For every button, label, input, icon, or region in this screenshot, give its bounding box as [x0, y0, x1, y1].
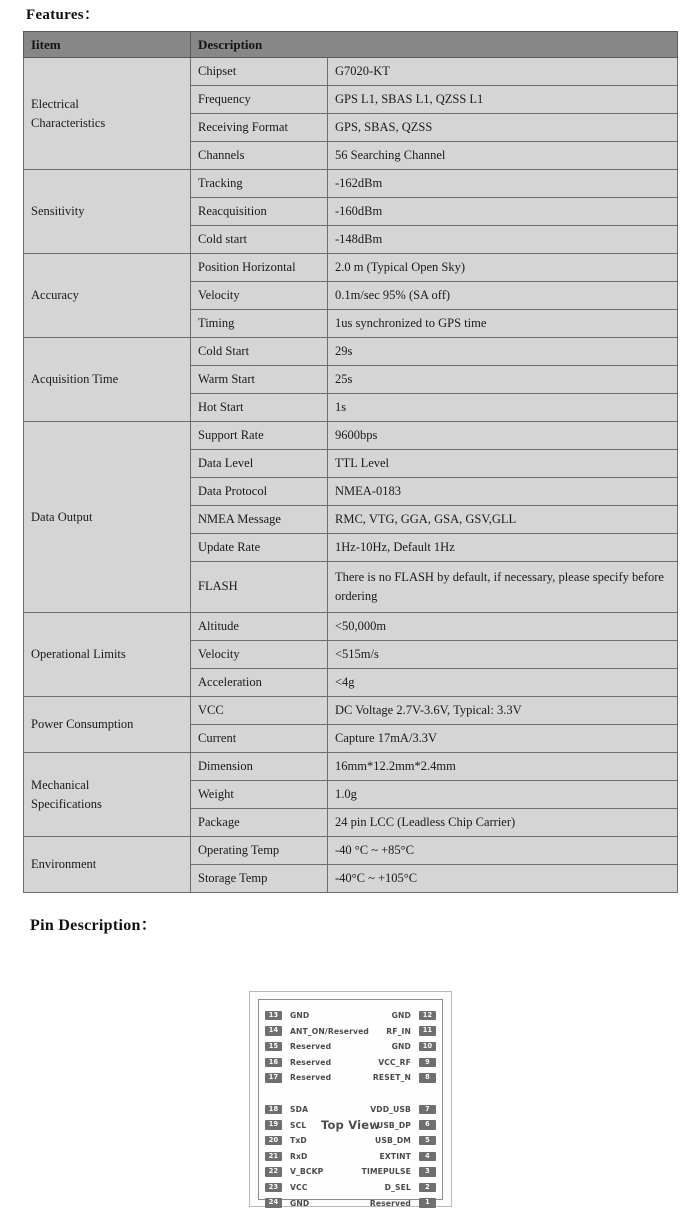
pin-diagram [249, 991, 452, 1207]
pin-row [362, 1166, 436, 1177]
pin-row [265, 1104, 308, 1115]
pin-row [265, 1135, 307, 1146]
features-spec-table [23, 31, 678, 893]
pin-number: 21 [265, 1152, 282, 1162]
pin-row [265, 1072, 331, 1083]
pin-number: 1 [419, 1198, 436, 1208]
spec-item-value: RMC, VTG, GGA, GSA, GSV,GLL [328, 506, 678, 534]
pin-number: 12 [419, 1011, 436, 1021]
spec-item-name: Chipset [191, 58, 328, 86]
pin-number: 11 [419, 1026, 436, 1036]
pin-row [370, 1198, 436, 1209]
spec-table-header-row [24, 32, 678, 58]
spec-item-name: Current [191, 725, 328, 753]
pin-row [265, 1198, 309, 1209]
table-row [24, 837, 678, 865]
pin-label: VCC_RF [378, 1057, 411, 1067]
pin-number: 17 [265, 1073, 282, 1083]
spec-item-value: <515m/s [328, 641, 678, 669]
spec-item-name: Timing [191, 310, 328, 338]
spec-item-value: 1.0g [328, 781, 678, 809]
pin-label: USB_DP [377, 1120, 411, 1130]
spec-item-name: Dimension [191, 753, 328, 781]
pin-row [378, 1057, 436, 1068]
pin-number: 24 [265, 1198, 282, 1208]
table-row [24, 58, 678, 86]
pin-label: Reserved [290, 1073, 332, 1083]
spec-item-name: Package [191, 809, 328, 837]
spec-item-value: 1us synchronized to GPS time [328, 310, 678, 338]
pin-number: 9 [419, 1058, 436, 1068]
table-row [24, 254, 678, 282]
pin-row [392, 1041, 436, 1052]
spec-item-name: Cold start [191, 226, 328, 254]
spec-item-value: 1s [328, 394, 678, 422]
spec-group-name: Data Output [24, 422, 191, 613]
pin-diagram-top-view-label: Top View [320, 1118, 381, 1132]
table-row [24, 170, 678, 198]
spec-item-name: FLASH [191, 562, 328, 613]
spec-item-value: <50,000m [328, 613, 678, 641]
pin-label: USB_DM [375, 1136, 411, 1146]
pin-row [377, 1120, 436, 1131]
pin-label: RESET_N [372, 1073, 411, 1083]
pin-number: 8 [419, 1073, 436, 1083]
pin-row [370, 1104, 436, 1115]
pin-number: 7 [419, 1105, 436, 1115]
spec-group-name: Power Consumption [24, 697, 191, 753]
spec-item-value: <4g [328, 669, 678, 697]
table-row [24, 613, 678, 641]
column-header-description: Description [191, 32, 678, 58]
spec-group-name: Sensitivity [24, 170, 191, 254]
pin-row [265, 1151, 308, 1162]
spec-item-value: 24 pin LCC (Leadless Chip Carrier) [328, 809, 678, 837]
column-header-item: Iitem [24, 32, 191, 58]
pin-row [265, 1026, 369, 1037]
spec-item-value: Capture 17mA/3.3V [328, 725, 678, 753]
spec-group-name: Accuracy [24, 254, 191, 338]
spec-item-name: Support Rate [191, 422, 328, 450]
pin-label: Reserved [290, 1057, 332, 1067]
spec-item-name: Weight [191, 781, 328, 809]
pin-label: GND [290, 1011, 310, 1020]
pin-label: VCC [290, 1183, 308, 1192]
spec-item-value: 56 Searching Channel [328, 142, 678, 170]
pin-number: 6 [419, 1120, 436, 1130]
pin-label: D_SEL [384, 1183, 411, 1192]
pin-row [265, 1166, 323, 1177]
spec-item-value: GPS, SBAS, QZSS [328, 114, 678, 142]
pin-number: 14 [265, 1026, 282, 1036]
spec-item-value: -40°C ~ +105°C [328, 865, 678, 893]
spec-item-value: NMEA-0183 [328, 478, 678, 506]
pin-row [265, 1057, 331, 1068]
pin-label: TxD [290, 1136, 307, 1146]
spec-group-name: Environment [24, 837, 191, 893]
pin-label: SDA [290, 1105, 309, 1114]
spec-item-name: NMEA Message [191, 506, 328, 534]
spec-item-value: There is no FLASH by default, if necessary, please specify before ordering [328, 562, 678, 613]
pin-number: 5 [419, 1136, 436, 1146]
pin-number: 22 [265, 1167, 282, 1177]
pin-row [385, 1182, 436, 1193]
pin-label: ANT_ON/Reserved [290, 1026, 369, 1036]
spec-item-name: Data Protocol [191, 478, 328, 506]
pin-row [375, 1135, 436, 1146]
spec-item-name: Hot Start [191, 394, 328, 422]
spec-group-name: Mechanical Specifications [24, 753, 191, 837]
spec-item-value: 9600bps [328, 422, 678, 450]
pin-label: GND [391, 1011, 411, 1020]
features-heading: Features： [26, 7, 100, 23]
pin-number: 10 [419, 1042, 436, 1052]
pin-label: Reserved [290, 1042, 332, 1052]
pin-label: TIMEPULSE [361, 1167, 411, 1177]
pin-number: 23 [265, 1183, 282, 1193]
pin-number: 16 [265, 1058, 282, 1068]
pin-row [265, 1182, 307, 1193]
spec-item-value: 1Hz-10Hz, Default 1Hz [328, 534, 678, 562]
pin-label: EXTINT [379, 1151, 411, 1161]
spec-item-name: Channels [191, 142, 328, 170]
pin-label: GND [391, 1042, 411, 1052]
spec-item-name: Position Horizontal [191, 254, 328, 282]
pin-row [392, 1010, 436, 1021]
spec-item-name: Storage Temp [191, 865, 328, 893]
spec-item-value: 25s [328, 366, 678, 394]
spec-item-value: GPS L1, SBAS L1, QZSS L1 [328, 86, 678, 114]
pin-number: 13 [265, 1011, 282, 1021]
pin-label: SCL [290, 1120, 307, 1130]
spec-item-value: TTL Level [328, 450, 678, 478]
spec-item-value: 2.0 m (Typical Open Sky) [328, 254, 678, 282]
table-row [24, 338, 678, 366]
spec-item-value: -160dBm [328, 198, 678, 226]
spec-item-value: -162dBm [328, 170, 678, 198]
spec-group-name: Operational Limits [24, 613, 191, 697]
table-row [24, 753, 678, 781]
spec-item-name: Reacquisition [191, 198, 328, 226]
spec-item-value: 29s [328, 338, 678, 366]
pin-row [386, 1026, 436, 1037]
pin-row [380, 1151, 436, 1162]
pin-row [265, 1041, 331, 1052]
spec-item-value: 16mm*12.2mm*2.4mm [328, 753, 678, 781]
pin-row [265, 1010, 309, 1021]
spec-table-head [24, 32, 678, 58]
spec-item-name: Tracking [191, 170, 328, 198]
spec-item-name: Velocity [191, 641, 328, 669]
pin-number: 4 [419, 1152, 436, 1162]
pin-label: Reserved [369, 1198, 411, 1208]
spec-item-value: -148dBm [328, 226, 678, 254]
pin-description-heading: Pin Description： [30, 917, 158, 934]
spec-item-name: Update Rate [191, 534, 328, 562]
spec-item-name: Cold Start [191, 338, 328, 366]
pin-diagram-chip-outline [258, 999, 443, 1208]
spec-item-name: Acceleration [191, 669, 328, 697]
spec-group-name: Acquisition Time [24, 338, 191, 422]
spec-item-name: Receiving Format [191, 114, 328, 142]
table-row [24, 697, 678, 725]
spec-item-value: G7020-KT [328, 58, 678, 86]
pin-row [373, 1072, 436, 1083]
pin-number: 19 [265, 1120, 282, 1130]
pin-number: 2 [419, 1183, 436, 1193]
spec-item-name: Warm Start [191, 366, 328, 394]
pin-number: 3 [419, 1167, 436, 1177]
pin-label: GND [290, 1198, 310, 1208]
spec-item-value: 0.1m/sec 95% (SA off) [328, 282, 678, 310]
pin-label: RxD [290, 1151, 308, 1161]
spec-item-name: Velocity [191, 282, 328, 310]
pin-label: RF_IN [386, 1026, 411, 1036]
spec-item-name: Frequency [191, 86, 328, 114]
pin-number: 15 [265, 1042, 282, 1052]
pin-label: V_BCKP [290, 1167, 324, 1177]
table-row [24, 422, 678, 450]
spec-table-body [24, 58, 678, 893]
spec-item-name: Altitude [191, 613, 328, 641]
pin-row [265, 1120, 306, 1131]
spec-item-value: -40 °C ~ +85°C [328, 837, 678, 865]
pin-label: VDD_USB [370, 1105, 411, 1114]
spec-item-name: Data Level [191, 450, 328, 478]
spec-item-name: Operating Temp [191, 837, 328, 865]
spec-group-name: Electrical Characteristics [24, 58, 191, 170]
spec-item-value: DC Voltage 2.7V-3.6V, Typical: 3.3V [328, 697, 678, 725]
spec-item-name: VCC [191, 697, 328, 725]
pin-number: 20 [265, 1136, 282, 1146]
pin-number: 18 [265, 1105, 282, 1115]
